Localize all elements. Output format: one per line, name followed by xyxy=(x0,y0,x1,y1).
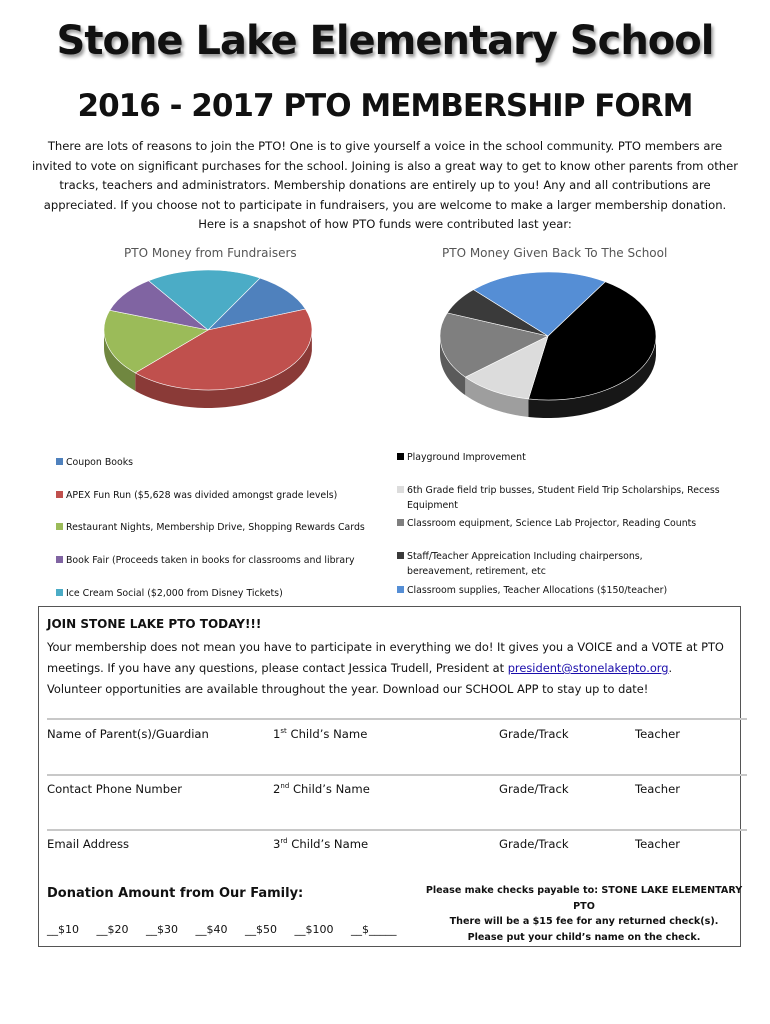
given-back-pie-chart xyxy=(438,266,663,436)
legend-swatch xyxy=(56,523,63,530)
legend-label: Restaurant Nights, Membership Drive, Shopping Rewards Cards xyxy=(66,522,365,533)
donation-option[interactable]: __$20 xyxy=(96,923,129,936)
legend-label: Coupon Books xyxy=(66,457,134,468)
chart1-title: PTO Money from Fundraisers xyxy=(124,246,297,260)
intro-paragraph: There are lots of reasons to join the PTO! One is to give yourself a voice in the school community. PTO members are invited to vote on significant purchases for the school. Joining is also a great way to get to know other parents from other tracks, teachers and administrators. Membership donations are entirely up to you! Any and all contributions are appreciated. If you choose not to participate in fundraisers, you are welcome to make a larger membership donation. Here is a snapshot of how PTO funds were contributed last year: xyxy=(31,139,739,232)
child3-grade-field[interactable]: Grade/Track xyxy=(499,837,569,851)
chart2-title: PTO Money Given Back To The School xyxy=(442,246,668,260)
child1-label: Child’s Name xyxy=(286,727,368,741)
school-name: Stone Lake Elementary School xyxy=(56,18,714,64)
child3-teacher-field[interactable]: Teacher xyxy=(635,837,680,851)
legend-item xyxy=(397,483,725,513)
join-line-1: Your membership does not mean you have to participate in everything we do! It gives you a VOICE and a VOTE at PTO xyxy=(47,640,724,654)
legend-item xyxy=(397,516,717,531)
legend-label: Playground Improvement xyxy=(407,452,526,463)
child1-number: 1 xyxy=(273,727,281,741)
donation-option[interactable]: __$_____ xyxy=(351,923,397,936)
child3-number: 3 xyxy=(273,837,281,851)
legend-item xyxy=(397,549,675,579)
donation-option[interactable]: __$30 xyxy=(146,923,178,936)
join-line-2-end: . xyxy=(668,661,673,675)
child2-name-field[interactable] xyxy=(273,782,370,796)
legend-label: Classroom equipment, Science Lab Projector, Reading Counts xyxy=(407,518,697,529)
child1-grade-field[interactable]: Grade/Track xyxy=(499,727,569,741)
child2-grade-field[interactable]: Grade/Track xyxy=(499,782,569,796)
legend-swatch xyxy=(397,552,404,559)
parent-name-field[interactable]: Name of Parent(s)/Guardian xyxy=(47,727,209,741)
divider xyxy=(47,829,747,831)
legend-label: Classroom supplies, Teacher Allocations ($150/teacher) xyxy=(407,585,668,596)
check-line-1: Please make checks payable to: STONE LAKE ELEMENTARY PTO xyxy=(425,885,743,912)
divider xyxy=(47,718,747,720)
join-line-3: Volunteer opportunities are available throughout the year. Download our SCHOOL APP to stay up to date! xyxy=(47,682,649,696)
donation-option[interactable]: __$10 xyxy=(47,923,79,936)
legend-label: Staff/Teacher Appreication Including chairpersons, bereavement, retirement, etc xyxy=(407,551,643,577)
child3-label: Child’s Name xyxy=(287,837,369,851)
join-line-2-text: meetings. If you have any questions, please contact Jessica Trudell, President at xyxy=(47,661,508,675)
donation-option[interactable]: __$40 xyxy=(195,923,228,936)
legend-item xyxy=(56,455,376,470)
legend-label: Book Fair (Proceeds taken in books for classrooms and library xyxy=(66,555,355,566)
legend-label: APEX Fun Run ($5,628 was divided amongst grade levels) xyxy=(66,490,338,501)
legend-swatch xyxy=(397,486,404,493)
donation-amounts xyxy=(47,923,411,936)
legend-swatch xyxy=(56,556,63,563)
child1-teacher-field[interactable]: Teacher xyxy=(635,727,680,741)
join-body xyxy=(47,637,737,700)
legend-swatch xyxy=(56,458,63,465)
phone-field[interactable]: Contact Phone Number xyxy=(47,782,182,796)
fundraisers-pie-chart xyxy=(100,266,325,426)
join-line-2 xyxy=(47,658,737,679)
legend-swatch xyxy=(397,453,404,460)
check-instructions xyxy=(419,883,749,945)
divider xyxy=(47,774,747,776)
legend-item xyxy=(56,488,376,503)
join-title: JOIN STONE LAKE PTO TODAY!!! xyxy=(47,617,262,631)
legend-swatch xyxy=(397,519,404,526)
donation-option[interactable]: __$100 xyxy=(294,923,334,936)
legend-item xyxy=(56,586,376,601)
legend-item xyxy=(397,450,717,465)
donation-option[interactable]: __$50 xyxy=(245,923,277,936)
child3-name-field[interactable] xyxy=(273,837,368,851)
membership-form-box xyxy=(38,606,741,947)
legend-swatch xyxy=(56,491,63,498)
child3-suffix: rd xyxy=(280,837,288,846)
legend-item xyxy=(56,553,376,568)
legend-label: Ice Cream Social ($2,000 from Disney Tickets) xyxy=(66,588,283,599)
child2-label: Child’s Name xyxy=(289,782,370,796)
legend-item xyxy=(397,583,717,598)
donation-title: Donation Amount from Our Family: xyxy=(47,886,304,901)
form-title: 2016 - 2017 PTO MEMBERSHIP FORM xyxy=(77,88,693,124)
check-line-3: Please put your child’s name on the check. xyxy=(467,931,701,943)
email-field[interactable]: Email Address xyxy=(47,837,130,851)
child2-teacher-field[interactable]: Teacher xyxy=(635,782,680,796)
legend-item xyxy=(56,520,376,535)
president-email-link[interactable]: president@stonelakepto.org xyxy=(507,661,669,675)
legend-swatch xyxy=(56,589,63,596)
legend-label: 6th Grade field trip busses, Student Field Trip Scholarships, Recess Equipment xyxy=(407,485,720,511)
legend-swatch xyxy=(397,586,404,593)
child1-name-field[interactable] xyxy=(273,727,367,741)
child2-suffix: nd xyxy=(280,782,290,791)
check-line-2: There will be a $15 fee for any returned check(s). xyxy=(449,916,719,927)
child1-suffix: st xyxy=(280,727,287,736)
child2-number: 2 xyxy=(273,782,281,796)
